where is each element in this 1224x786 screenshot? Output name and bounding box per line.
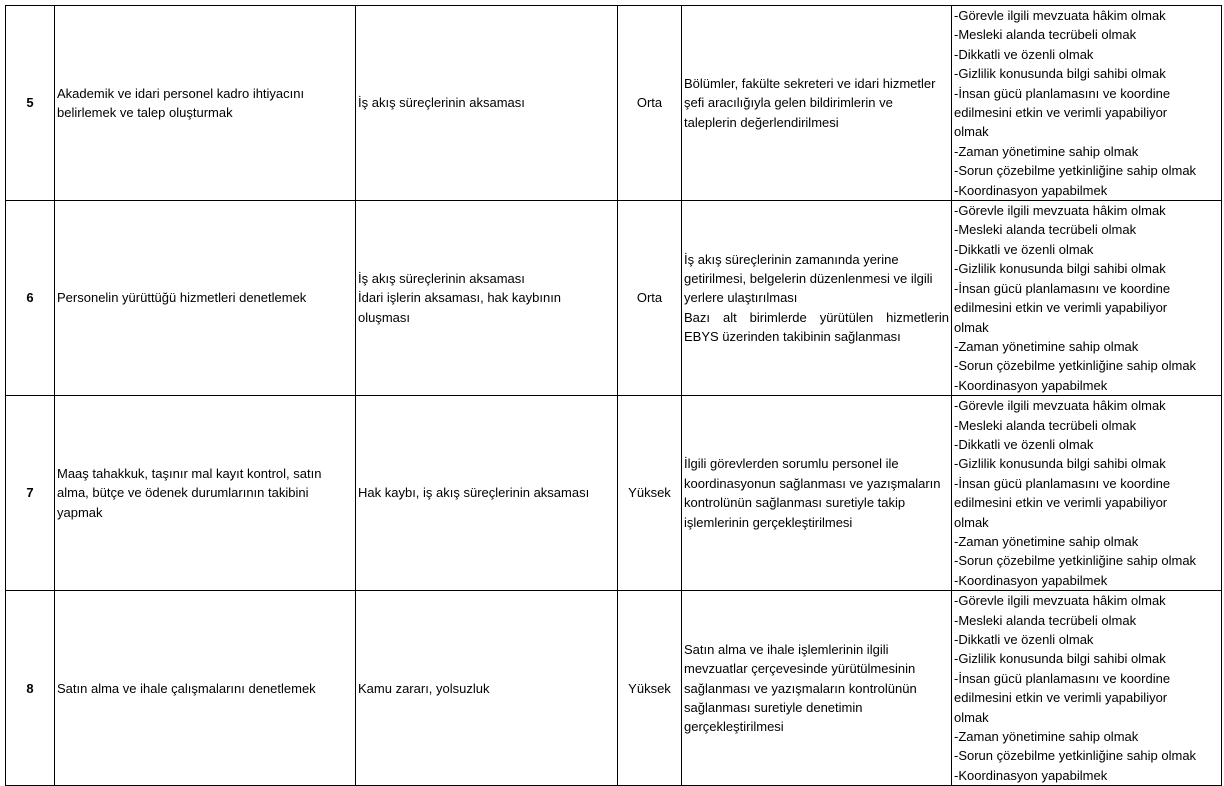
competency-line: -Mesleki alanda tecrübeli olmak (954, 222, 1137, 238)
competency-line: edilmesini etkin ve verimli yapabiliyor (954, 300, 1168, 316)
risk-cell (356, 591, 618, 786)
competency-line: -Gizlilik konusunda bilgi sahibi olmak (954, 66, 1166, 82)
risk-level: Orta (618, 6, 682, 201)
control-cell (682, 6, 952, 201)
competency-line: -Sorun çözebilme yetkinliğine sahip olmak (954, 748, 1197, 764)
risk-level: Yüksek (618, 591, 682, 786)
task-cell: Personelin yürüttüğü hizmetleri denetlemek (55, 201, 356, 396)
competency-line: olmak (954, 124, 989, 140)
competency-line: olmak (954, 514, 989, 530)
risk-table (5, 5, 1222, 786)
competency-line: -Sorun çözebilme yetkinliğine sahip olmak (954, 163, 1197, 179)
competency-line: -Mesleki alanda tecrübeli olmak (954, 612, 1137, 628)
competency-line: -Koordinasyon yapabilmek (954, 767, 1108, 783)
row-number: 5 (6, 6, 55, 201)
competency-line: -Gizlilik konusunda bilgi sahibi olmak (954, 651, 1166, 667)
competency-line: -Görevle ilgili mevzuata hâkim olmak (954, 593, 1166, 609)
competency-line: -Görevle ilgili mevzuata hâkim olmak (954, 8, 1166, 23)
risk-level: Yüksek (618, 396, 682, 591)
competency-line: -Dikkatli ve özenli olmak (954, 241, 1094, 257)
competency-line: -Gizlilik konusunda bilgi sahibi olmak (954, 456, 1166, 472)
competency-line: -Zaman yönetimine sahip olmak (954, 729, 1139, 745)
competency-line: olmak (954, 319, 989, 335)
competency-line: -Sorun çözebilme yetkinliğine sahip olmak (954, 358, 1197, 374)
table-row (6, 201, 1222, 396)
competency-line: -İnsan gücü planlamasını ve koordine (954, 280, 1171, 296)
competency-line: -Sorun çözebilme yetkinliğine sahip olmak (954, 553, 1197, 569)
competency-line: -Görevle ilgili mevzuata hâkim olmak (954, 398, 1166, 414)
competency-line: -Dikkatli ve özenli olmak (954, 46, 1094, 62)
task-cell: Satın alma ve ihale çalışmalarını denetlemek (55, 591, 356, 786)
control-cell (682, 591, 952, 786)
task-cell: Maaş tahakkuk, taşınır mal kayıt kontrol, satın alma, bütçe ve ödenek durumlarının takibini yapmak (55, 396, 356, 591)
competency-line: -İnsan gücü planlamasını ve koordine (954, 475, 1171, 491)
competency-line: -Koordinasyon yapabilmek (954, 182, 1108, 198)
competency-line: -Gizlilik konusunda bilgi sahibi olmak (954, 261, 1166, 277)
competency-cell (952, 6, 1222, 201)
control-cell (682, 396, 952, 591)
control-item: İş akış süreçlerinin zamanında yerine getirilmesi, belgelerin düzenlenmesi ve ilgili yerlere ulaştırılması (684, 251, 933, 306)
competency-line: edilmesini etkin ve verimli yapabiliyor (954, 105, 1168, 121)
row-number: 7 (6, 396, 55, 591)
table-row (6, 591, 1222, 786)
competency-line: -Zaman yönetimine sahip olmak (954, 533, 1139, 549)
risk-item: İdari işlerin aksaması, hak kaybının oluşması (358, 290, 562, 325)
risk-cell (356, 396, 618, 591)
competency-line: -İnsan gücü planlamasını ve koordine (954, 670, 1171, 686)
competency-cell (952, 591, 1222, 786)
risk-level: Orta (618, 201, 682, 396)
competency-cell (952, 201, 1222, 396)
competency-line: -Zaman yönetimine sahip olmak (954, 143, 1139, 159)
control-cell (682, 201, 952, 396)
competency-line: -Koordinasyon yapabilmek (954, 572, 1108, 588)
risk-cell (356, 201, 618, 396)
task-cell: Akademik ve idari personel kadro ihtiyacını belirlemek ve talep oluşturmak (55, 6, 356, 201)
competency-cell (952, 396, 1222, 591)
competency-line: -Görevle ilgili mevzuata hâkim olmak (954, 203, 1166, 219)
control-item: Bazı alt birimlerde yürütülen hizmetlerin EBYS üzerinden takibinin sağlanması (684, 309, 949, 345)
competency-line: edilmesini etkin ve verimli yapabiliyor (954, 495, 1168, 511)
risk-cell (356, 6, 618, 201)
control-item: İlgili görevlerden sorumlu personel ile koordinasyonun sağlanması ve yazışmaların kontrolünün sağlanması suretiyle takip işlemlerinin gerçekleştirilmesi (684, 456, 941, 530)
competency-line: -Dikkatli ve özenli olmak (954, 632, 1094, 647)
row-number: 8 (6, 591, 55, 786)
control-item: Bölümler, fakülte sekreteri ve idari hizmetler şefi aracılığıyla gelen bildirimlerin ve taleplerin değerlendirilmesi (684, 75, 936, 130)
competency-line: -Koordinasyon yapabilmek (954, 377, 1108, 393)
risk-item: İş akış süreçlerinin aksaması (358, 95, 525, 111)
competency-line: -Mesleki alanda tecrübeli olmak (954, 417, 1137, 433)
table-row (6, 6, 1222, 201)
competency-line: -Mesleki alanda tecrübeli olmak (954, 27, 1137, 43)
table-row (6, 396, 1222, 591)
competency-line: -Zaman yönetimine sahip olmak (954, 338, 1139, 354)
competency-line: edilmesini etkin ve verimli yapabiliyor (954, 690, 1168, 706)
risk-item: İş akış süreçlerinin aksaması (358, 270, 525, 286)
risk-item: Kamu zararı, yolsuzluk (358, 680, 490, 696)
competency-line: -Dikkatli ve özenli olmak (954, 436, 1094, 452)
competency-line: -İnsan gücü planlamasını ve koordine (954, 85, 1171, 101)
row-number: 6 (6, 201, 55, 396)
control-item: Satın alma ve ihale işlemlerinin ilgili mevzuatlar çerçevesinde yürütülmesinin sağlanması ve yazışmaların kontrolünün sağlanması suretiyle denetimin gerçekleştirilmesi (684, 641, 917, 735)
risk-item: Hak kaybı, iş akış süreçlerinin aksaması (358, 485, 590, 501)
competency-line: olmak (954, 709, 989, 725)
